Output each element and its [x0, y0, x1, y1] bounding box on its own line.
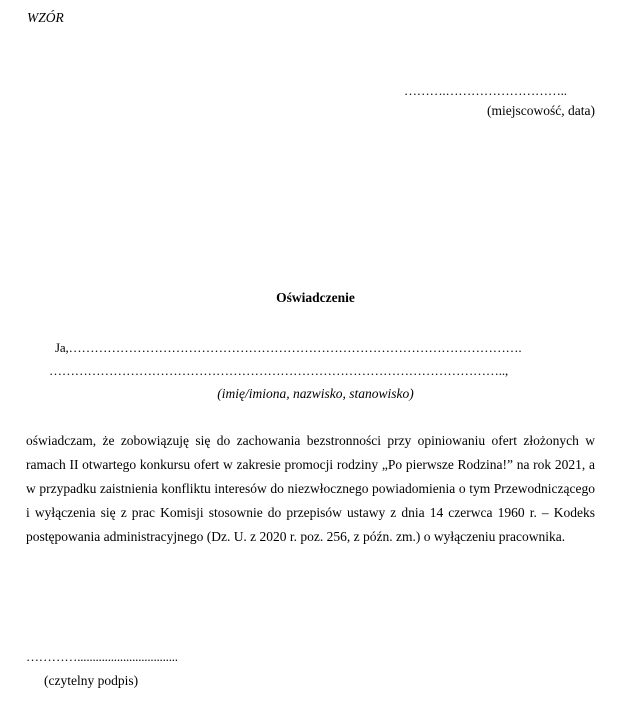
- name-line: [55, 340, 522, 356]
- signature-caption: (czytelny podpis): [44, 673, 139, 688]
- document-title: Oświadczenie: [276, 290, 355, 305]
- name-line-dots: …………………………………………………………………………………………….: [68, 340, 522, 355]
- place-date-dotted-line: ……….………………………..: [404, 83, 567, 98]
- name-line-continuation: ……………………………………………………………………………………………..,: [49, 363, 509, 378]
- signature-dotted-line: ………….................................: [26, 649, 178, 664]
- place-date-caption: (miejscowość, data): [487, 103, 595, 118]
- declaration-body: oświadczam, że zobowiązuję się do zachowania bezstronności przy opiniowaniu ofert złożonych w ramach II otwartego konkursu ofert w zakresie promocji rodziny „Po pierwsze Rodzina!” na rok 2021, a w przypadku zaistnienia konfliktu interesów do niezwłocznego powiadomienia o tym Przewodniczącego i wyłączenia się z prac Komisji stosownie do przepisów ustawy z dnia 14 czerwca 1960 r. – Kodeks postępowania administracyjnego (Dz. U. z 2020 r. poz. 256, z późn. zm.) o wyłączeniu pracownika.: [26, 433, 595, 544]
- name-caption: (imię/imiona, nazwisko, stanowisko): [217, 386, 414, 401]
- template-label: WZÓR: [27, 10, 64, 25]
- name-line-prefix: Ja,: [55, 340, 69, 355]
